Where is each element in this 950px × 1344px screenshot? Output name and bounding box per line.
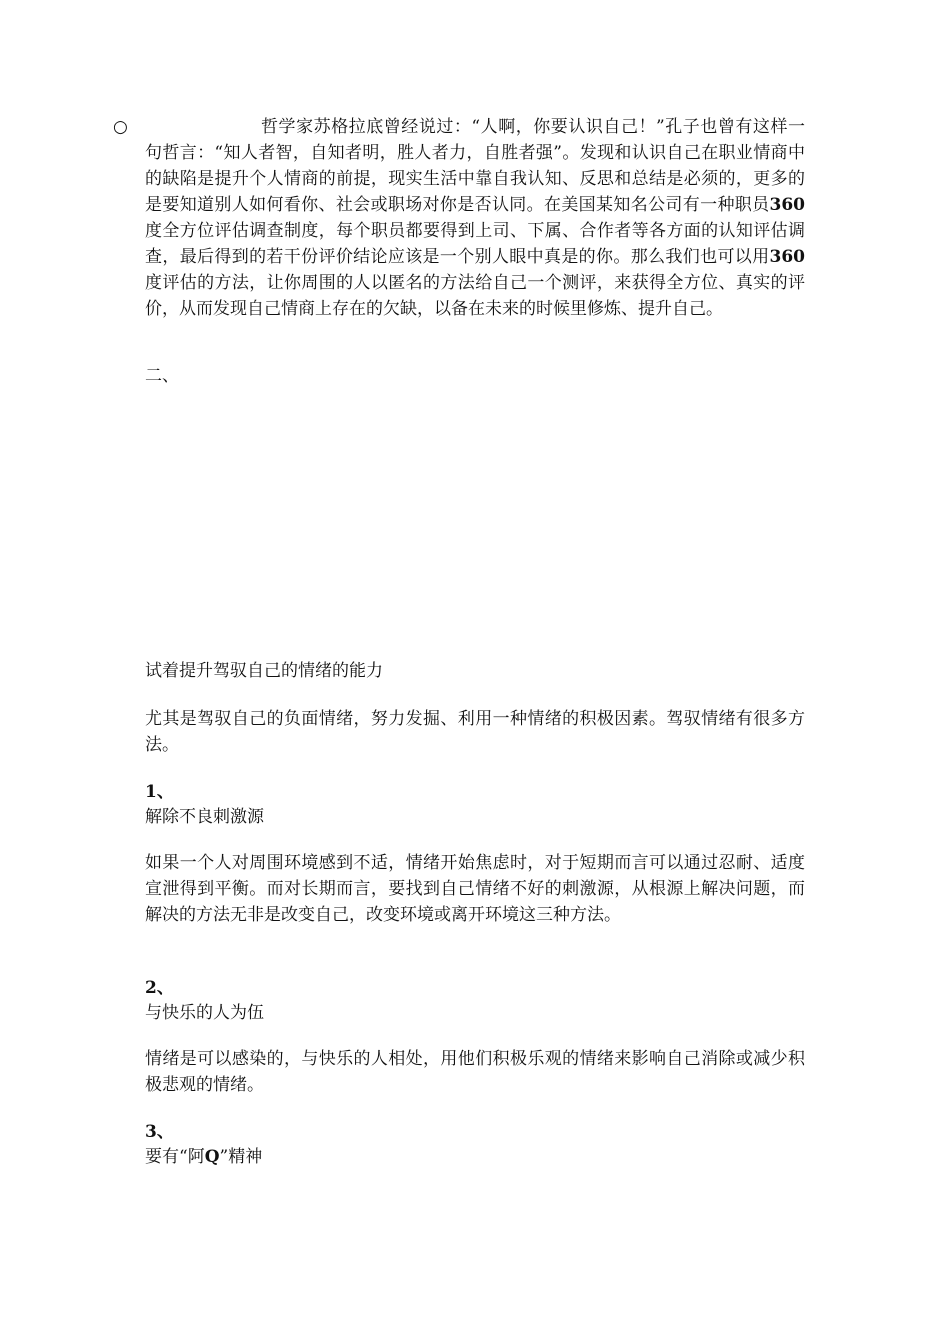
item-number: 2、 <box>145 978 174 998</box>
section-intro: 尤其是驾驭自己的负面情绪，努力发掘、利用一种情绪的积极因素。驾驭情绪有很多方法。 <box>145 709 805 755</box>
paragraph-text: 度全方位评估调查制度，每个职员都要得到上司、下属、合作者等各方面的认知评估调查，最后得到的若干份评价结论应该是一个别人眼中真是的你。那么我们也可以用 <box>145 221 805 267</box>
item-number: 1、 <box>145 782 174 802</box>
paragraph-text: 哲学家苏格拉底曾经说过：“人啊，你要认识自己！”孔子也曾有这样一句哲言：“知人者智，自知者明，胜人者力，自胜者强”。发现和认识自己在职业情商中的缺陷是提升个人情商的前提，现实生活中靠自我认知、反思和总结是必须的，更多的是要知道别人如何看你、社会或职场对你是否认同。在美国某知名公司有一种职员 <box>145 117 805 215</box>
paragraph-text: 度评估的方法，让你周围的人以匿名的方法给自己一个测评，来获得全方位、真实的评价，从而发现自己情商上存在的欠缺，以备在未来的时候里修炼、提升自己。 <box>145 273 805 319</box>
bold-number: 360 <box>769 195 805 215</box>
item-title: 解除不良刺激源 <box>145 807 264 827</box>
item-body: 如果一个人对周围环境感到不适，情绪开始焦虑时，对于短期而言可以通过忍耐、适度宣泄得到平衡。而对长期而言，要找到自己情绪不好的刺激源，从根源上解决问题，而解决的方法无非是改变自己，改变环境或离开环境这三种方法。 <box>145 853 805 925</box>
section-title: 试着提升驾驭自己的情绪的能力 <box>145 661 383 681</box>
item-number: 3、 <box>145 1122 174 1142</box>
bold-number: 360 <box>769 247 805 267</box>
paragraph-self-awareness <box>145 114 805 322</box>
section-heading-two: 二、 <box>145 366 179 386</box>
item-title: 与快乐的人为伍 <box>145 1003 264 1023</box>
bullet-mark: ○ <box>113 117 128 137</box>
item-body: 情绪是可以感染的，与快乐的人相处，用他们积极乐观的情绪来影响自己消除或减少积极悲观的情绪。 <box>145 1049 805 1095</box>
item-title: 要有“阿Q”精神 <box>145 1147 263 1167</box>
